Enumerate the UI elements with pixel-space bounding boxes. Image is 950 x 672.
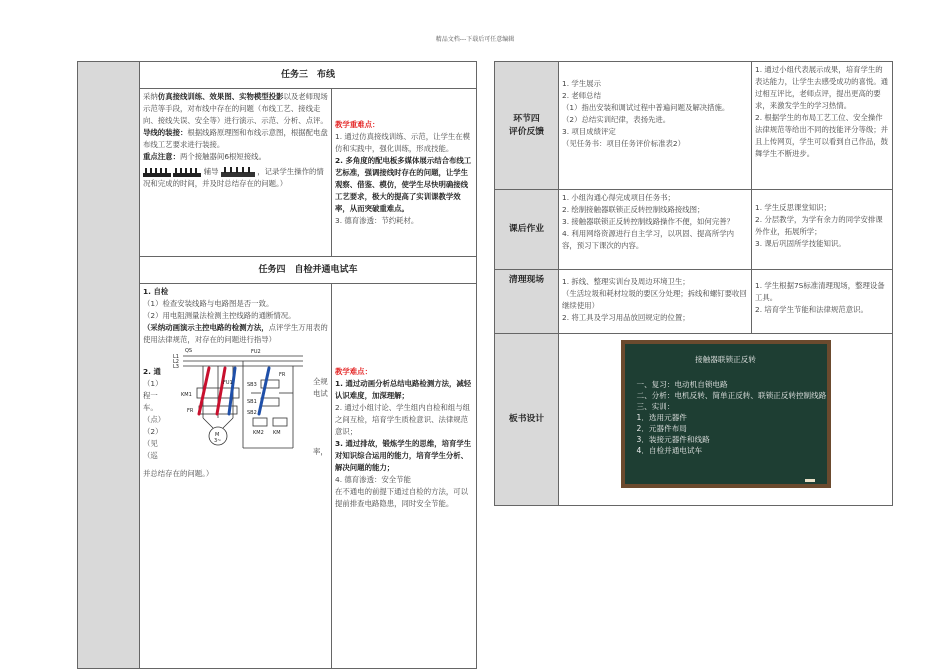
- label-km: KM: [273, 430, 281, 436]
- row-cleanup-purpose: 1. 学生根据7S标准清理现场，整理设备工具。 2. 培育学生节能和法律规范意识。: [752, 270, 893, 334]
- right-lesson-table: [494, 61, 893, 506]
- label-fr: FR: [279, 372, 286, 378]
- terminal-block-icon-2: [173, 167, 201, 178]
- board-line-4: 1．选用元器件: [636, 413, 687, 422]
- label-sb1: SB1: [247, 399, 257, 405]
- row-homework-label: 课后作业: [495, 190, 559, 270]
- board-line-3: 三、实训：: [636, 402, 675, 411]
- blackboard: [621, 340, 831, 488]
- row-board-content: [559, 334, 893, 506]
- label-fu1: FU1: [223, 380, 233, 386]
- board-line-2: 二、分析：电机反转、简单正反转、联锁正反转控制线路: [636, 391, 827, 400]
- task4-key-points: 教学难点： 1. 通过动画分析总结电路检测方法，减轻认识难度，加深理解； 2. 通过小组讨论、学生组内自检和组与组之间互检，培育学生质检意识、法律规范意识； 3. 通过排故，锻炼学生的思维，培育学生对知识综合运用的能力，培育学生分析、解决问题的能力； 4. 德育渗透：安全节能 在不通电的前提下通过自检的方法，可以提前排查电路隐患，同时安全节能。: [332, 284, 477, 669]
- row-cleanup-content: 1. 拆线、整理实训台及周边环境卫生； （生活垃圾和耗材垃圾的要区分处理；拆线和螺钉要收回继续使用） 2. 将工具及学习用品放回规定的位置；: [559, 270, 752, 334]
- label-l2: L2: [173, 359, 179, 365]
- left-lesson-table: [77, 61, 477, 669]
- left-side-column: [78, 62, 140, 669]
- row-evaluation-purpose: 1. 通过小组代表展示成果，培育学生的表达能力，让学生去感受成功的喜悦。通过相互评比，老师点评，提出更高的要求，来激发学生的学习热情。 2. 根据学生的布局工艺工位、安全操作法律规范等给出不同的技能评分等级；并且上传网页，学生可以看到自己作品，鼓舞学生不断进步。: [752, 62, 893, 190]
- row-homework-content: 1. 小组沟通心得完成项目任务书； 2. 绘制接触器联锁正反转控制线路接线图； 3. 接触器联锁正反转控制线路操作不便，如何完善？ 4. 利用网络资源进行自主学习，以巩固、提高所学内容，预习下课次的内容。: [559, 190, 752, 270]
- label-l3: L3: [173, 364, 179, 370]
- label-m: M: [215, 432, 220, 438]
- row-homework-purpose: 1. 学生反思课堂知识； 2. 分层教学，为学有余力的同学安排课外作业，拓展所学； 3. 课后巩固所学技能知识。: [752, 190, 893, 270]
- board-line-5: 2．元器件布局: [636, 424, 687, 433]
- board-line-6: 3．装接元器件和线路: [636, 435, 710, 444]
- board-title: 接触器联锁正反转: [695, 355, 756, 364]
- label-fu2: FU2: [251, 349, 261, 355]
- row-cleanup-label: 清理现场: [495, 270, 559, 334]
- task3-content: 采纳仿真接线训练、效果图、实物模型投影以及老师现场示范等手段，对布线中存在的问题（布线工艺、接线走向、接线失误、安全等）进行演示、示范、分析、点评。 导线的装接：根据线路原理图和布线示意图，根据配电盘布线工艺要求进行装接。 重点注意：两个接触器间6根短接线。 辅导 ，记录学生操作的情况和完成的时间，并及时总结存在的问题。）: [140, 89, 332, 257]
- page-header: 精品文档---下载后可任意编辑: [435, 36, 515, 43]
- task4-content: 1. 自检 （1）检查安装线路与电路图是否一致。 （2）用电阻测量法检测主控线路的通断情况。 （采纳动画演示主控电路的检测方法，点评学生万用表的使用法律规范，对存在的问题进行指导） 2. 通 （1） 程一 车。 （点） （2） （见 （巡 全规 电试 率， L1 L2 L3 QS FU2 FU1 FR SB3 SB1 SB2 KM1 KM2 KM FR M 3~ 并总结存在的问题。）: [140, 284, 332, 669]
- board-line-1: 一、复习：电动机自锁电路: [636, 380, 728, 389]
- terminal-block-icon: [143, 167, 171, 178]
- label-sb2: SB2: [247, 410, 257, 416]
- wiring-board-icon: [221, 167, 255, 178]
- label-fr-2: FR: [187, 408, 194, 414]
- label-qs: QS: [185, 348, 193, 354]
- row-evaluation-label: 环节四 评价反馈: [495, 62, 559, 190]
- row-board-label: 板书设计: [495, 334, 559, 506]
- label-l1: L1: [173, 354, 179, 360]
- label-km2: KM2: [253, 430, 264, 436]
- row-evaluation-content: 1. 学生展示 2. 老师总结 （1）指出安装和调试过程中普遍问题及解决措施。 （2）总结实训纪律，表扬先进。 3. 项目成绩评定 （见任务书：项目任务评价标准表2）: [559, 62, 752, 190]
- circuit-diagram: 2. 通 （1） 程一 车。 （点） （2） （见 （巡 全规 电试 率， L1 L2 L3 QS FU2 FU1 FR SB3 SB1 SB2 KM1 KM2 KM FR M 3~: [143, 348, 328, 466]
- label-km1: KM1: [181, 392, 192, 398]
- board-line-7: 4．自检并通电试车: [636, 446, 703, 455]
- label-sb3: SB3: [247, 382, 257, 388]
- chalk-icon: [805, 479, 815, 482]
- task4-title: 任务四 自检并通电试车: [140, 257, 477, 284]
- task3-key-points: 教学重难点： 1. 通过仿真接线训练、示范，让学生在模仿和实践中，强化训练，形成技能。 2. 多角度的配电板多媒体展示结合布线工艺标准，强调接线时存在的问题，让学生观察、借鉴、模仿，使学生尽快明确接线工艺要求，极大的提高了实训课教学效率，从而突破重难点。 3. 德育渗透：节约耗材。: [332, 89, 477, 257]
- label-3phase: 3~: [214, 438, 222, 444]
- task3-title: 任务三 布线: [140, 62, 477, 89]
- schematic-svg: [173, 348, 311, 466]
